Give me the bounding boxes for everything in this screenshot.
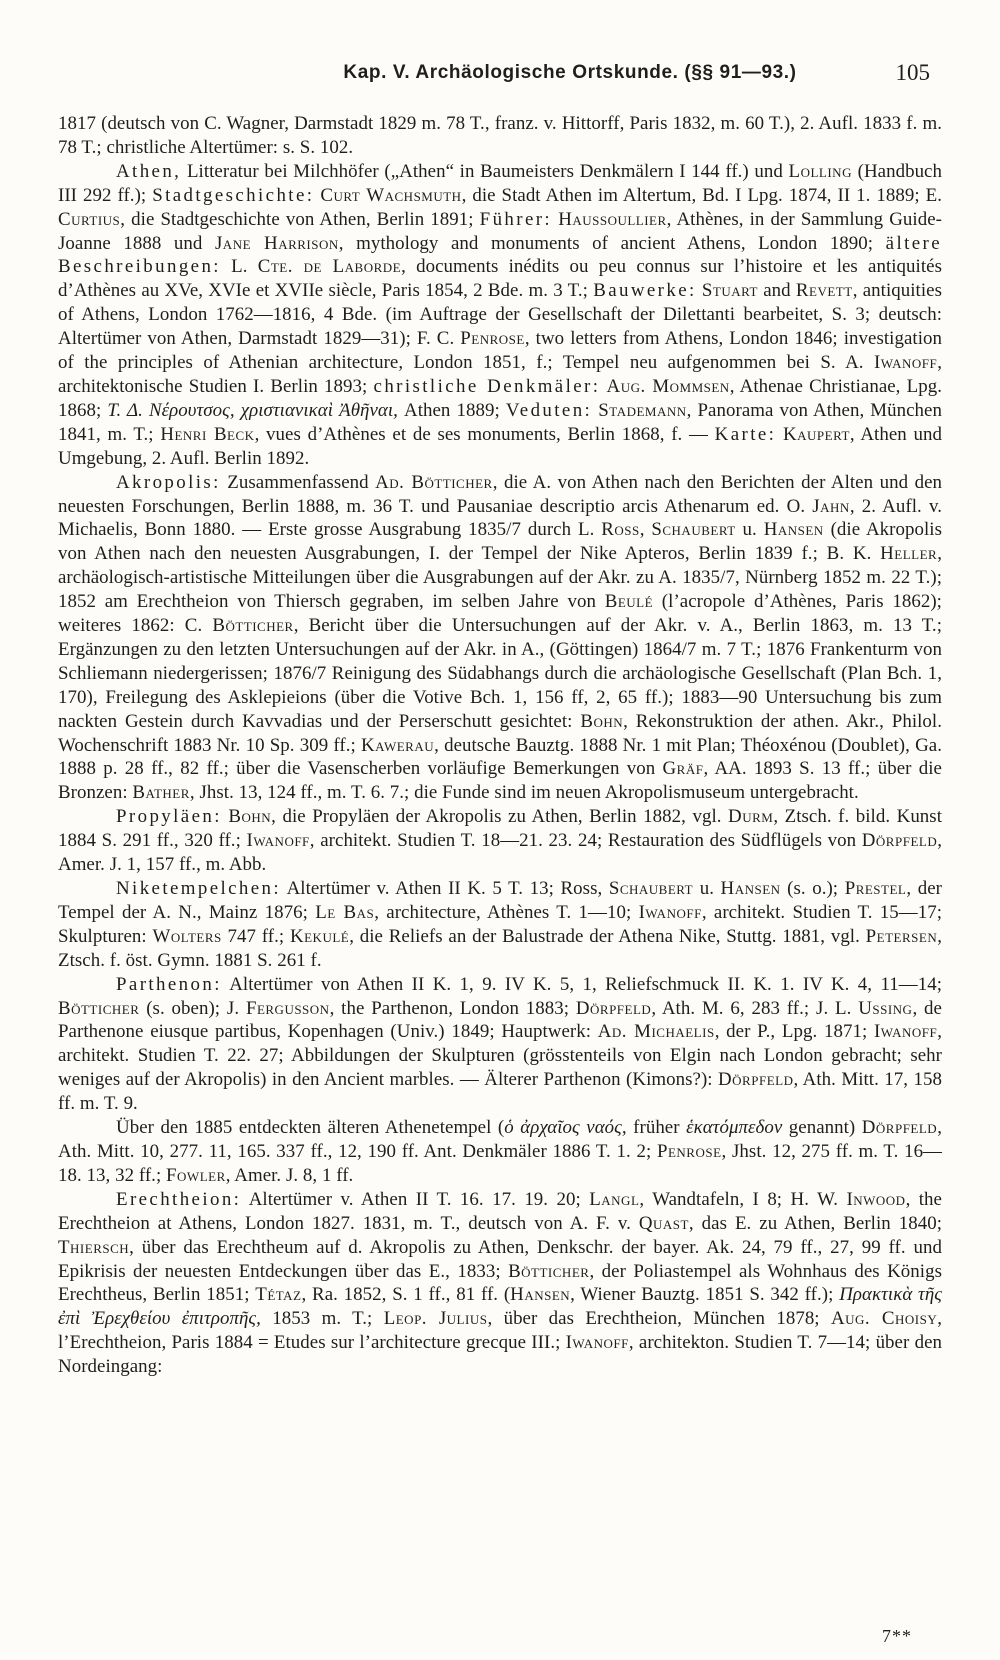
paragraph-athen (58, 160, 942, 471)
paragraph-niketempelchen (58, 877, 942, 973)
text-run: and (757, 280, 796, 302)
author-name: Penrose (460, 328, 525, 350)
text-run: , das E. zu Athen, Berlin 1840; (688, 1212, 942, 1234)
paragraph-athenetempel (58, 1116, 942, 1188)
text-run: (Handbuch III 292 ff.); (58, 160, 942, 206)
text-run: , über das Erechtheum auf d. Akropolis zu Athen, Denkschr. der bayer. Ak. 24, 79 ff., 27, 99 ff. und Epikrisis der neuesten Entdeckungen über das E., 1833; (58, 1236, 942, 1282)
text-run: 1817 (deutsch von C. Wagner, Darmstadt 1829 m. 78 T., franz. v. Hittorff, Paris 1832, m. 60 T.), 2. Aufl. 1833 f. m. 78 T.; christliche Altertümer: s. S. 102. (58, 113, 942, 158)
text-run: , Amer. J. 8, 1 ff. (225, 1164, 354, 1186)
text-run: , Ra. 1852, S. 1 ff., 81 ff. ( (301, 1284, 511, 1306)
greek-term: ἑκατόμπεδον (686, 1117, 783, 1139)
author-name: Dörpfeld (861, 830, 938, 852)
author-name: Lolling (788, 160, 852, 182)
text-run (776, 424, 783, 445)
text-run: Litteratur bei Milchhöfer („Athen“ in Baumeisters Denkmälern I 144 ff.) und (181, 160, 789, 182)
text-run: , architekt. Studien T. 15—17; Skulpturen: (58, 901, 943, 947)
text-run: , mythology and monuments of ancient Athens, London 1890; (338, 232, 886, 254)
text-run: , der Poliastempel als Wohnhaus des Königs Erechtheus, Berlin 1851; (58, 1260, 942, 1306)
text-run: , l’Erechtheion, Paris 1884 = Etudes sur l’architecture grecque III.; (58, 1308, 943, 1354)
text-run: , über das Erechtheion, München 1878; (487, 1308, 831, 1330)
running-header (150, 62, 930, 94)
text-run: , archäologisch-artistische Mitteilungen über die Ausgrabungen auf der Akr. zu A. 1835/7, Nürnberg 1852 m. 22 T.); 1852 am Erechtheion von Thiersch gegraben, im selben Jahre von (58, 543, 942, 613)
author-name: Tétaz (255, 1284, 302, 1306)
text-run: (l’acropole d’Athènes, Paris 1862); weiteres 1862: C. (58, 591, 942, 637)
text-run: L. (220, 256, 258, 278)
text-run: , Ztsch. f. öst. Gymn. 1881 S. 261 f. (58, 925, 943, 971)
section-heading-erechtheion: Erechtheion: (116, 1188, 242, 1210)
author-name: Kawerau (360, 734, 435, 756)
page-body (58, 112, 942, 1379)
subheading: ältere Beschreibungen: (58, 232, 943, 278)
author-name: Stuart (701, 280, 758, 302)
text-run: , die Stadtgeschichte von Athen, Berlin 1891; (120, 208, 480, 230)
author-name: Iwanoff (873, 352, 938, 374)
section-heading-niketempelchen: Niketempelchen: (116, 878, 282, 899)
text-run: , Ath. Mitt. 17, 158 ff. m. T. 9. (58, 1069, 942, 1115)
author-name: Le Bas (315, 901, 375, 923)
author-name: Iwanoff (638, 901, 702, 923)
text-run: , Ath. M. 6, 283 ff.; J. L. (651, 997, 859, 1019)
author-name: Heller (880, 543, 938, 565)
text-run: Über den 1885 entdeckten älteren Athenetempel ( (116, 1117, 505, 1139)
author-name: Bohn (228, 806, 272, 828)
author-name: Inwood (846, 1188, 906, 1210)
text-run: 1853 m. T.; (260, 1308, 384, 1330)
author-name: Bohn (580, 710, 624, 732)
section-heading-propylaeen: Propyläen: (116, 806, 222, 828)
text-run: (s. oben); J. (139, 997, 246, 1019)
subheading: Bauwerke: (593, 280, 697, 302)
text-run: , Wandtafeln, I 8; H. W. (639, 1188, 847, 1210)
author-name: Jahn (812, 495, 850, 517)
author-name: Dörpfeld (861, 1117, 938, 1139)
text-run: , architekton. Studien T. 7—14; über den Nordeingang: (58, 1332, 942, 1378)
section-heading-athen: Athen, (116, 160, 182, 182)
text-run: , Ztsch. f. bild. Kunst 1884 S. 291 ff., 320 ff.; (58, 806, 943, 852)
printer-signature-mark: 7** (882, 1626, 912, 1646)
text-run: Altertümer v. Athen II T. 16. 17. 19. 20; (241, 1188, 590, 1210)
text-run: , deutsche Bauztg. 1888 Nr. 1 mit Plan; Théoxénou (Doublet), Ga. 1888 p. 28 ff., 82 ff.; über die Vasenscherben vorläufige Bemerkungen von (58, 734, 942, 780)
author-name: Hansen (720, 878, 781, 899)
text-run: , die Stadt Athen im Altertum, Bd. I Lpg. 1874, II 1. 1889; E. (461, 184, 943, 206)
author-name: Prestel (844, 878, 907, 899)
author-name: Gräf (662, 758, 704, 780)
text-run: , the Erechtheion at Athens, London 1827. 1831, m. T., deutsch von A. F. v. (58, 1188, 942, 1234)
text-run: , 2. Aufl. v. Michaelis, Bonn 1880. — Erste grosse Ausgrabung 1835/7 durch L. (58, 495, 942, 541)
text-run: , documents inédits ou peu connus sur l’histoire et les antiquités d’Athènes au XVe, XVIe et XVIIe siècle, Paris 1854, 2 Bde. m. 3 T.; (58, 256, 942, 302)
author-name: Schaubert (608, 878, 694, 899)
text-run: , Athenae Christianae, Lpg. 1868; (58, 375, 943, 421)
text-run: , the Parthenon, London 1883; (329, 997, 576, 1019)
text-run: (die Akropolis von Athen nach den neuesten Ausgrabungen, I. der Tempel der Nike Apteros, Berlin 1839 f.; B. K. (58, 519, 942, 565)
text-run: , Wiener Bauztg. 1851 S. 342 ff.); (570, 1284, 840, 1306)
text-run: , die Propyläen der Akropolis zu Athen, Berlin 1882, vgl. (271, 806, 729, 828)
author-name: Bötticher (212, 615, 294, 637)
author-name: Iwanoff (873, 1021, 938, 1043)
author-name: Cte. de Laborde (257, 256, 402, 278)
text-run: , Jhst. 12, 275 ff. m. T. 16—18. 13, 32 ff.; (58, 1140, 943, 1186)
paragraph-1 (58, 112, 942, 160)
text-run: , (639, 519, 652, 541)
chapter-title: Kap. V. Archäologische Ortskunde. (§§ 91—93.) (343, 62, 797, 83)
author-name: Hansen (763, 519, 824, 541)
text-run: , der Tempel der A. N., Mainz 1876; (58, 878, 942, 923)
subheading: christliche Denkmäler: (373, 375, 601, 397)
author-name: Fowler (166, 1164, 226, 1186)
text-run: , Ath. Mitt. 10, 277. 11, 165. 337 ff., 12, 190 ff. Ant. Denkmäler 1886 T. 1. 2; (58, 1117, 942, 1162)
author-name: Aug. Choisy (830, 1308, 938, 1330)
author-name: Bötticher (508, 1260, 590, 1282)
text-run: , Bericht über die Untersuchungen auf der Akr. v. A., Berlin 1863, m. 13 T.; Ergänzungen zu den letzten Untersuchungen auf der Akr. in A., (Göttingen) 1864/7 m. 7 T.; 1876 Frankenturm von Schliemann niedergerissen; 1876/7 Reinigung des Südabhangs durch die archäologische Gesellschaft (Plan Bch. 1, 170), Freilegung des Asklepieions (über die Votive Bch. 1, 156 ff, 2, 65 ff.); 1883—90 Untersuchung bis zum nackten Gestein durch Kavvadias und der Perserschutt gesichtet: (58, 615, 942, 732)
section-heading-parthenon: Parthenon: (116, 973, 222, 995)
author-name: Ross (601, 519, 640, 541)
author-name: Kekulé (289, 925, 350, 947)
subheading: Karte: (714, 423, 777, 445)
subheading: Führer: (479, 208, 553, 230)
author-name: Petersen (865, 925, 938, 947)
author-name: Aug. Mommsen (606, 375, 730, 397)
author-name: Haussoullier (558, 208, 667, 230)
text-run: , antiquities of Athens, London 1762—1816, 4 Bde. (im Auftrage der Gesellschaft der Dilettanti bearbeitet, S. 3; deutsch: Altertümer von Athen, Darmstadt 1829—31); F. C. (58, 280, 942, 350)
paragraph-akropolis (58, 471, 942, 806)
author-name: Hansen (510, 1284, 571, 1306)
author-name: Wolters (152, 925, 222, 947)
author-name: Bather (132, 782, 190, 804)
text-run: , architekt. Studien T. 18—21. 23. 24; Restauration des Südflügels von (309, 830, 862, 852)
author-name: Dörpfeld (718, 1069, 794, 1091)
paragraph-erechtheion (58, 1188, 942, 1379)
text-run: , AA. 1893 S. 13 ff.; über die Bronzen: (58, 758, 942, 804)
author-name: Stademann (598, 399, 687, 421)
text-run: Athen 1889; (397, 399, 506, 421)
author-name: Quast (638, 1212, 689, 1234)
author-name: Ussing (858, 997, 913, 1019)
author-name: Ad. Michaelis (597, 1021, 715, 1043)
text-run: u. (693, 878, 721, 899)
author-name: Iwanoff (565, 1332, 629, 1354)
author-name: Iwanoff (246, 830, 310, 852)
text-run: , vues d’Athènes et de ses monuments, Berlin 1868, f. — (254, 423, 715, 445)
author-name: Curt Wachsmuth (320, 184, 462, 206)
page-number: 105 (895, 60, 930, 85)
author-name: Henri Beck (160, 423, 255, 445)
author-name: Fergusson (245, 997, 330, 1019)
text-run: , der P., Lpg. 1871; (714, 1021, 874, 1043)
author-name: Schaubert (651, 519, 736, 541)
paragraph-parthenon (58, 973, 942, 1116)
greek-title: Πρακτικὰ τῆς ἐπὶ Ἐρεχθείου ἐπιτροπῆς, (58, 1284, 942, 1330)
author-name: Penrose (656, 1140, 722, 1162)
text-run: , architekt. Studien T. 22. 27; Abbildungen der Skulpturen (grösstenteils von Elgin nach London gebracht; sehr weniges auf der Akropolis) in den Ancient marbles. — Älterer Parthenon (Kimons?): (58, 1021, 942, 1091)
text-run: 747 ff.; (221, 925, 290, 947)
text-run: Zusammenfassend (220, 471, 376, 493)
text-run: , Athènes, in der Sammlung Guide-Joanne 1888 und (58, 208, 942, 254)
subheading: Veduten: (505, 399, 593, 421)
author-name: Leop. Julius (383, 1308, 488, 1330)
text-run: genannt) (782, 1117, 862, 1139)
subheading: Stadtgeschichte: (152, 184, 315, 206)
text-run: Altertümer von Athen II K. 1, 9. IV K. 5, 1, Reliefschmuck II. K. 1. IV K. 4, 11—14; (221, 973, 942, 995)
author-name: Bötticher (58, 997, 140, 1019)
text-run: , Jhst. 13, 124 ff., m. T. 6. 7.; die Funde sind im neuen Akropolismuseum untergebracht. (189, 782, 859, 804)
author-name: Revett (795, 280, 853, 302)
author-name: Dörpfeld (575, 997, 652, 1019)
greek-title: Τ. Δ. Νέρουτσος, χριστιανικαὶ Ἀθῆναι, (107, 399, 398, 421)
text-run: , architektonische Studien I. Berlin 1893; (58, 352, 942, 397)
author-name: Jane Harrison (214, 232, 339, 254)
text-run: , Athen und Umgebung, 2. Aufl. Berlin 1892. (58, 423, 942, 469)
author-name: Ad. Bötticher (375, 471, 493, 493)
text-run: (s. o.); (780, 878, 845, 899)
author-name: Beulé (604, 591, 654, 613)
author-name: Curtius (58, 208, 121, 230)
author-name: Durm (728, 806, 774, 828)
text-run: , Panorama von Athen, München 1841, m. T.; (58, 399, 942, 445)
text-run: , die Reliefs an der Balustrade der Athena Nike, Stuttg. 1881, vgl. (349, 925, 866, 947)
author-name: Thiersch (58, 1236, 130, 1258)
author-name: Kaupert (783, 423, 850, 445)
greek-term: ὁ ἀρχαῖος ναός, (504, 1117, 627, 1139)
text-run: , Amer. J. 1, 157 ff., m. Abb. (58, 830, 942, 876)
text-run: , die A. von Athen nach den Berichten der Alten und den neuesten Forschungen, Berlin 1888, m. 36 T. und Pausaniae descriptio arcis Athenarum ed. O. (58, 471, 942, 517)
text-run: Altertümer v. Athen II K. 5 T. 13; Ross, (281, 878, 609, 899)
paragraph-propylaeen (58, 805, 942, 877)
author-name: Langl (589, 1188, 640, 1210)
text-run: , architecture, Athènes T. 1—10; (374, 901, 639, 923)
text-run: , Rekonstruktion der athen. Akr., Philol. Wochenschrift 1883 Nr. 10 Sp. 309 ff.; (58, 710, 942, 756)
text-run: , two letters from Athens, London 1846; investigation of the principles of Athenian architecture, London 1851, f.; Tempel neu aufgenommen bei S. A. (58, 328, 942, 374)
text-run: früher (626, 1117, 687, 1139)
section-heading-akropolis: Akropolis: (116, 471, 221, 493)
text-run: u. (735, 519, 764, 541)
text-run: , de Parthenone eiusque partibus, Kopenhagen (Univ.) 1849; Hauptwerk: (58, 997, 942, 1043)
